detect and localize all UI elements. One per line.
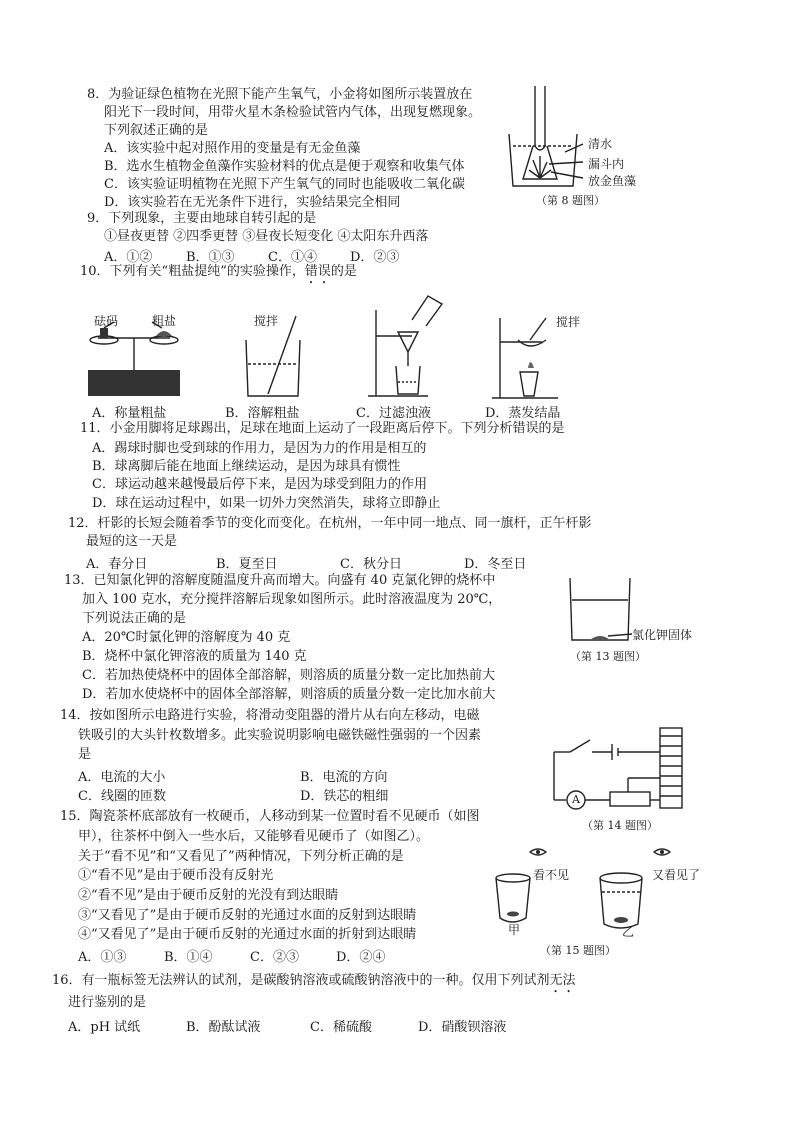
q15-stem-line1: 15．陶瓷茶杯底部放有一枚硬币，人移动到某一位置时看不见硬币（如图	[60, 809, 480, 824]
q15-item-4: ④“又看见了”是由于硬币反射的光通过水面的折射到达眼睛	[78, 927, 417, 942]
q8-caption: （第 8 题图）	[536, 194, 605, 207]
q8-label-water: 清水	[588, 137, 613, 151]
q10-stem-emphasis: 错误	[304, 264, 331, 279]
q13-caption: （第 13 题图）	[570, 650, 646, 663]
q11-option-c: C．球运动越来越慢最后停下来，是因为球受到阻力的作用	[92, 477, 427, 492]
q14-option-a: A．电流的大小	[78, 770, 166, 785]
q10-stem-pre: 10．下列有关“粗盐提纯”的实验操作，	[80, 264, 305, 279]
q14-option-c: C．线圈的匝数	[78, 789, 166, 804]
q12-options	[86, 553, 526, 572]
q10-stem	[80, 263, 357, 287]
q10-figure-dissolve	[240, 312, 320, 400]
q14-figure-circuit	[550, 722, 690, 814]
q11-stem: 11．小金用脚将足球踢出，足球在地面上运动了一段距离后停下。下列分析错误的是	[80, 421, 565, 436]
q15-option-b: B．①④	[164, 950, 213, 965]
q16-stem-pre: 16．有一瓶标签无法辨认的试剂，是碳酸钠溶液或硫酸钠溶液中的一种。仅用下列试剂	[52, 973, 550, 988]
q16-option-d: D．硝酸钡溶液	[418, 1020, 507, 1035]
q8-option-c: C．该实验证明植物在光照下产生氧气的同时也能吸收二氧化碳	[104, 177, 465, 192]
q14-stem-line1: 14．按如图所示电路进行实验，将滑动变阻器的滑片从右向左移动，电磁	[60, 708, 480, 723]
q14-stem-line3: 是	[78, 747, 92, 762]
q16-stem-line2: 进行鉴别的是	[68, 995, 147, 1010]
q8-option-a: A．该实验中起对照作用的变量是有无金鱼藻	[104, 141, 361, 156]
q8-option-d: D．该实验若在无光条件下进行，实验结果完全相同	[104, 195, 401, 210]
q14-options-row2	[78, 785, 388, 804]
q8-stem-line2: 阳光下一段时间，用带火星木条检验试管内气体，出现复燃现象。	[104, 105, 482, 120]
q15-label-yi: 乙	[622, 925, 635, 939]
q13-option-d: D．若加水使烧杯中的固体全部溶解，则溶质的质量分数一定比加水前大	[82, 687, 496, 702]
q9-option-b: B．①③	[186, 250, 235, 265]
q13-stem-line1: 13．已知氯化钾的溶解度随温度升高而增大。向盛有 40 克氯化钾的烧杯中	[64, 573, 496, 588]
q12-option-c: C．秋分日	[340, 557, 402, 572]
q13-stem-line3: 下列说法正确的是	[82, 611, 187, 626]
q15-stem-line3: 关于“看不见”和“又看见了”两种情况，下列分析正确的是	[78, 849, 404, 864]
q10-label-stir-d: 搅拌	[556, 315, 581, 329]
q16-option-c: C．稀硫酸	[310, 1020, 372, 1035]
q10-label-weights: 砝码	[94, 314, 119, 328]
q10-option-c: C．过滤浊液	[356, 406, 431, 421]
q13-figure-beaker	[566, 576, 636, 646]
q15-options	[78, 946, 385, 965]
q8-stem-line3: 下列叙述正确的是	[104, 123, 209, 138]
q15-option-a: A．①③	[78, 950, 127, 965]
q12-stem-line2: 最短的这一天是	[86, 534, 178, 549]
q13-label-solid: 氯化钾固体	[632, 628, 693, 642]
q10-option-d: D．蒸发结晶	[485, 406, 561, 421]
q14-caption: （第 14 题图）	[582, 819, 658, 832]
q9-option-d: D．②③	[350, 250, 400, 265]
q13-stem-line2: 加入 100 克水，充分搅拌溶解后现象如图所示。此时溶液温度为 20℃，	[82, 592, 502, 607]
q12-option-b: B．夏至日	[216, 557, 278, 572]
q15-label-cannot-see: 看不见	[533, 868, 570, 882]
q10-stem-post: 的是	[330, 264, 357, 279]
q16-options	[68, 1016, 506, 1035]
q12-option-a: A．春分日	[86, 557, 148, 572]
q15-stem-line2: 甲），往茶杯中倒入一些水后，又能够看见硬币了（如图乙）。	[78, 829, 430, 844]
q14-options-row1	[78, 766, 388, 785]
q15-figure-cups	[490, 848, 710, 940]
q14-option-b: B．电流的方向	[300, 770, 388, 785]
q11-option-b: B．球离脚后能在地面上继续运动，是因为球具有惯性	[92, 459, 401, 474]
q12-stem-line1: 12．杆影的长短会随着季节的变化而变化。在杭州，一年中同一地点、同一旗杆，正午杆影	[68, 516, 592, 531]
q8-figure-apparatus	[505, 84, 595, 194]
q10-label-salt: 粗盐	[152, 314, 177, 328]
q16-stem-line1	[52, 972, 576, 996]
q15-option-d: D．②④	[336, 950, 386, 965]
q9-option-a: A．①②	[104, 250, 153, 265]
q14-option-d: D．铁芯的粗细	[300, 789, 389, 804]
q8-stem-line1: 8．为验证绿色植物在光照下能产生氧气，小金将如图所示装置放在	[87, 87, 473, 102]
q15-item-2: ②“看不见”是由于硬币反射的光没有到达眼睛	[78, 888, 339, 903]
q10-options	[92, 402, 560, 421]
q12-option-d: D．冬至日	[464, 557, 527, 572]
q16-stem-emphasis: 无法	[549, 973, 576, 988]
q16-option-a: A．pH 试纸	[68, 1020, 141, 1035]
q9-option-c: C．①④	[268, 250, 317, 265]
q8-label-funnel: 漏斗内	[588, 157, 625, 171]
q8-option-b: B．选水生植物金鱼藻作实验材料的优点是便于观察和收集气体	[104, 159, 465, 174]
q15-option-c: C．②③	[250, 950, 299, 965]
q10-option-a: A．称量粗盐	[92, 406, 167, 421]
q13-option-b: B．烧杯中氯化钾溶液的质量为 140 克	[82, 649, 307, 664]
q8-label-plant: 放金鱼藻	[588, 174, 637, 188]
q16-option-b: B．酚酞试液	[186, 1020, 261, 1035]
q15-label-jia: 甲	[508, 923, 521, 937]
q15-item-1: ①“看不见”是由于硬币没有反射光	[78, 868, 274, 883]
q11-option-d: D．球在运动过程中，如果一切外力突然消失，球将立即静止	[92, 496, 441, 511]
q14-ammeter-label: A	[572, 793, 580, 806]
q13-option-a: A．20℃时氯化钾的溶解度为 40 克	[82, 630, 291, 645]
q10-label-stir-b: 搅拌	[254, 314, 279, 328]
q15-caption: （第 15 题图）	[540, 944, 616, 957]
q13-option-c: C．若加热使烧杯中的固体全部溶解，则溶质的质量分数一定比加热前大	[82, 668, 495, 683]
q14-stem-line2: 铁吸引的大头针枚数增多。此实验说明影响电磁铁磁性强弱的一个因素	[78, 728, 482, 743]
q10-option-b: B．溶解粗盐	[225, 406, 300, 421]
q15-item-3: ③“又看见了”是由于硬币反射的光通过水面的反射到达眼睛	[78, 908, 417, 923]
q15-label-see-again: 又看见了	[652, 868, 701, 882]
q11-option-a: A．踢球时脚也受到球的作用力，是因为力的作用是相互的	[92, 441, 427, 456]
q9-items: ①昼夜更替 ②四季更替 ③昼夜长短变化 ④太阳东升西落	[104, 229, 429, 244]
q9-stem: 9．下列现象，主要由地球自转引起的是	[87, 211, 317, 226]
q10-figure-filter	[368, 290, 448, 400]
